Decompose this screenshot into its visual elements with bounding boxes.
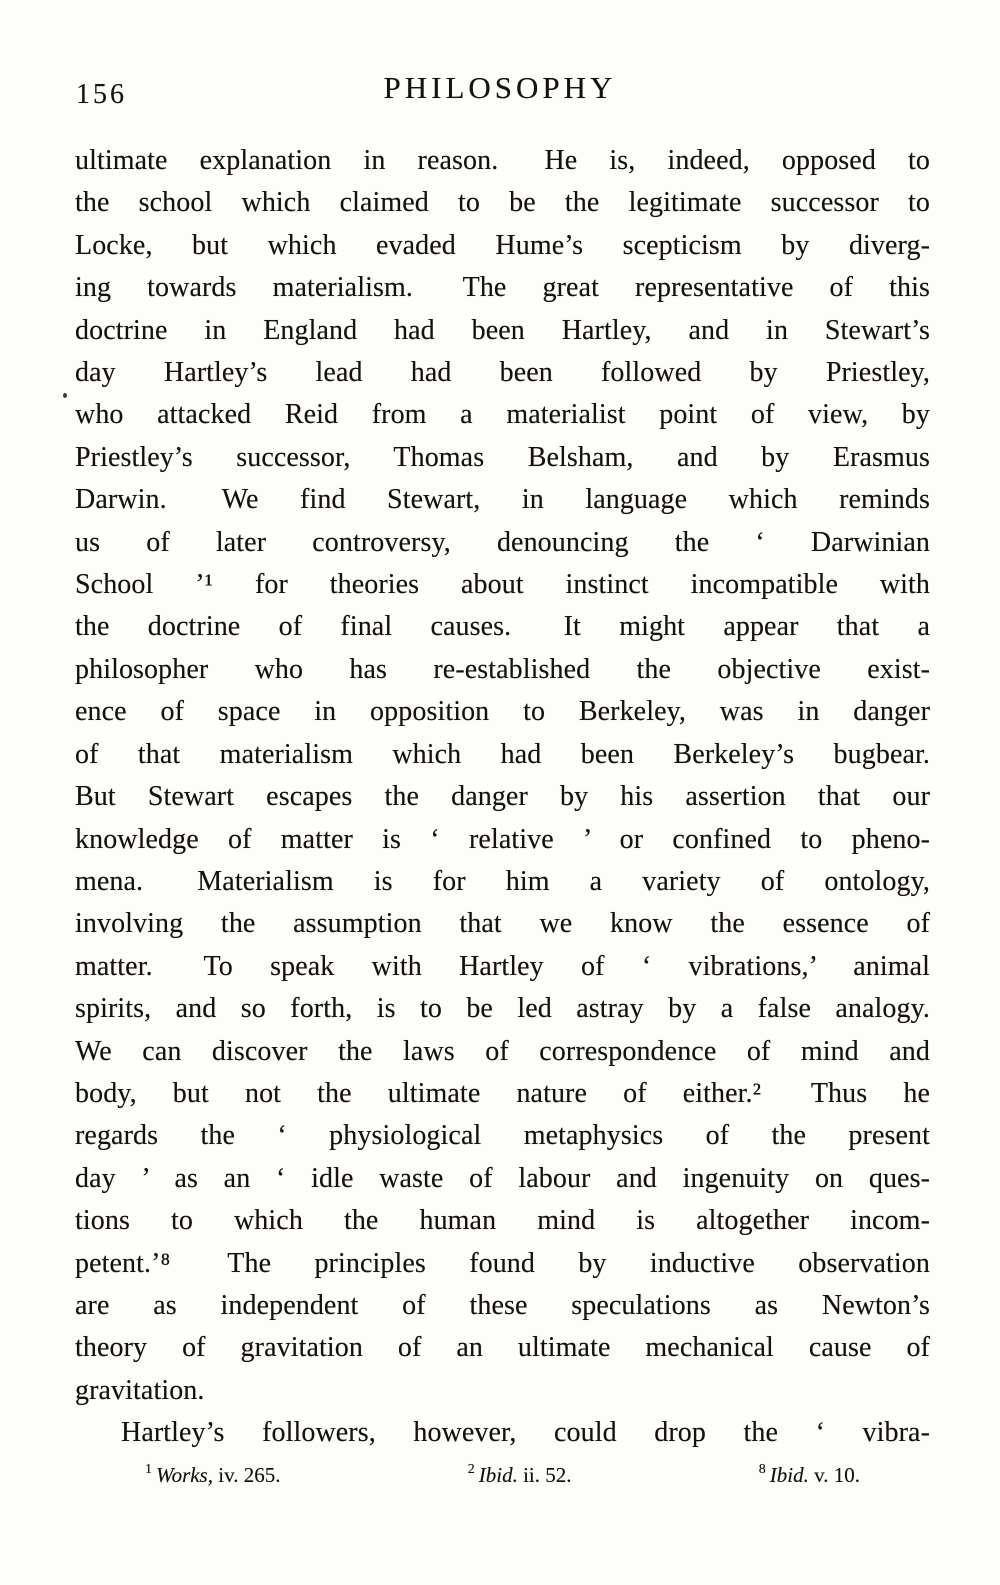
text-line: us of later controversy, denouncing the ‘ Darwinian <box>75 526 930 558</box>
page-header <box>0 70 1000 114</box>
text-line: spirits, and so forth, is to be led astray by a false analogy. <box>75 993 930 1025</box>
footnote-marker: 1 <box>145 1462 152 1477</box>
footnote-marker: 2 <box>467 1462 475 1477</box>
footnotes <box>75 1460 930 1490</box>
footnote-source: Works, <box>156 1463 213 1487</box>
text-line: doctrine in England had been Hartley, and in Stewart’s <box>75 314 930 346</box>
footnote-ref: v. 10. <box>808 1463 860 1487</box>
text-line: day ’ as an ‘ idle waste of labour and ingenuity on ques- <box>75 1162 930 1194</box>
text-line: But Stewart escapes the danger by his assertion that our <box>75 781 930 813</box>
text-line: the school which claimed to be the legitimate successor to <box>75 187 930 219</box>
text-line: theory of gravitation of an ultimate mechanical cause of <box>75 1332 930 1364</box>
text-line: matter. To speak with Hartley of ‘ vibrations,’ animal <box>75 950 930 982</box>
footnote <box>145 1460 280 1490</box>
text-line: We can discover the laws of correspondence of mind and <box>75 1035 930 1067</box>
footnote-source: Ibid. <box>769 1463 809 1487</box>
running-title: PHILOSOPHY <box>383 70 617 105</box>
text-line: philosopher who has re-established the objective exist- <box>75 653 930 685</box>
text-line: are as independent of these speculations as Newton’s <box>75 1289 930 1321</box>
text-line: regards the ‘ physiological metaphysics of the present <box>75 1120 930 1152</box>
text-line: ing towards materialism. The great representative of this <box>75 272 930 304</box>
text-line: Priestley’s successor, Thomas Belsham, and by Erasmus <box>75 441 930 473</box>
text-line: body, but not the ultimate nature of either.² Thus he <box>75 1077 930 1109</box>
text-line: ence of space in opposition to Berkeley, was in danger <box>75 696 930 728</box>
text-line: who attacked Reid from a materialist point of view, by <box>75 399 930 431</box>
text-line: day Hartley’s lead had been followed by Priestley, <box>75 357 930 389</box>
text-line: involving the assumption that we know the essence of <box>75 908 930 940</box>
text-line: of that materialism which had been Berkeley’s bugbear. <box>75 738 930 770</box>
text-line: gravitation. <box>75 1374 205 1406</box>
text-line: Darwin. We find Stewart, in language which reminds <box>75 484 930 516</box>
footnote <box>468 1460 572 1490</box>
footnote-source: Ibid. <box>478 1463 518 1487</box>
text-line: ultimate explanation in reason. He is, indeed, opposed to <box>75 145 930 176</box>
footnote <box>759 1460 860 1490</box>
text-line: petent.’⁸ The principles found by inductive observation <box>75 1247 930 1279</box>
text-line: School ’¹ for theories about instinct incompatible with <box>75 569 930 601</box>
text-line: Locke, but which evaded Hume’s scepticism by diverg- <box>75 229 930 261</box>
text-line: Hartley’s followers, however, could drop the ‘ vibra- <box>121 1417 930 1449</box>
footnote-marker: 8 <box>758 1462 766 1477</box>
text-line: the doctrine of final causes. It might appear that a <box>75 611 930 643</box>
text-line: tions to which the human mind is altogether incom- <box>75 1205 930 1237</box>
body-text <box>75 140 930 1455</box>
footnote-ref: iv. 265. <box>212 1463 281 1487</box>
footnote-ref: ii. 52. <box>517 1463 572 1487</box>
text-line: mena. Materialism is for him a variety of ontology, <box>75 865 930 897</box>
page-number: 156 <box>76 79 127 110</box>
text-line: knowledge of matter is ‘ relative ’ or confined to pheno- <box>75 823 930 855</box>
scan-speck <box>63 393 67 398</box>
